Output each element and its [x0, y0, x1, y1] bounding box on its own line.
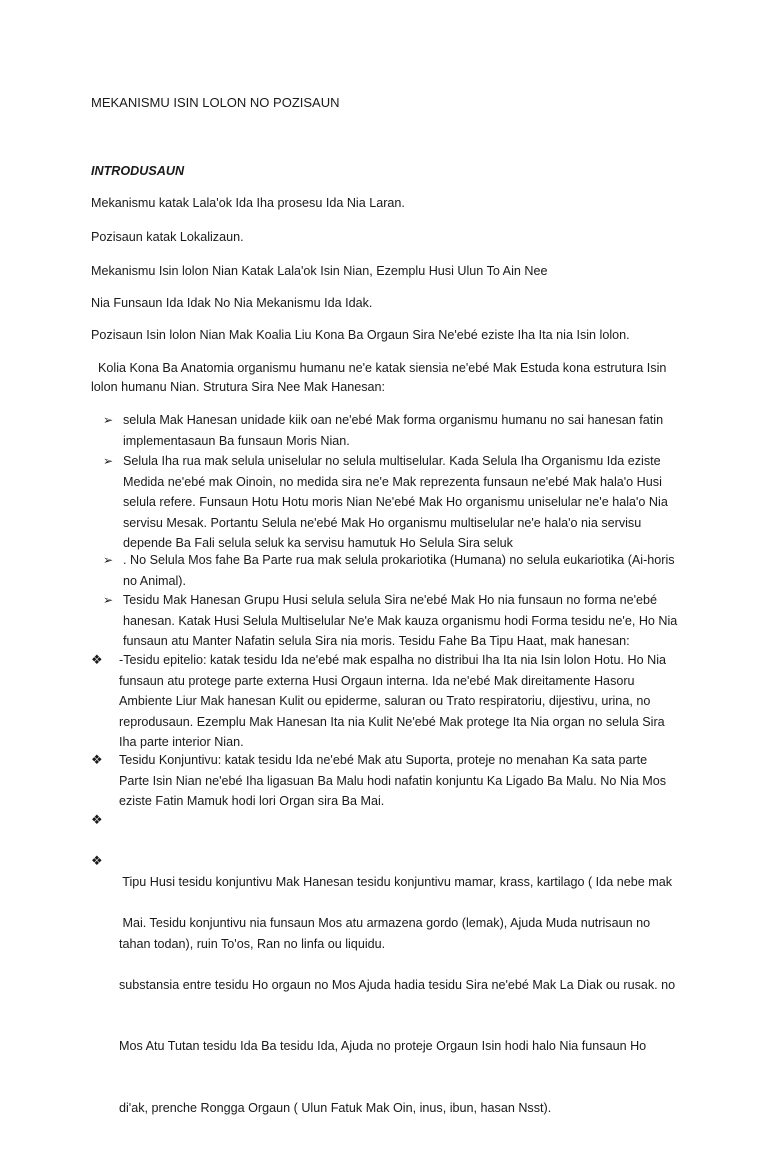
list-item-line: funsaun atu protege parte externa Husi Orgaun interna. Ida ne'ebé Mak direitamente Hasoru [119, 673, 635, 688]
list-item-line: substansia entre tesidu Ho orgaun no Mos Ajuda hadia tesidu Sira ne'ebé Mak La Diak ou rusak. no [119, 977, 676, 992]
arrow-bullet-icon: ➢ [103, 413, 114, 427]
list-item-line: funsaun atu Manter Nafatin selula Sira nia moris. Tesidu Fahe Ba Tipu Haat, mak hanesan: [123, 634, 630, 649]
list-item-line: Medida ne'ebé mak Oinoin, no medida sira ne'e Mak reprezenta funsaun ne'ebé Mak hala'o Husi [123, 474, 662, 489]
section-heading-introdusaun: INTRODUSAUN [91, 164, 185, 178]
list-item-line: -Tesidu epitelio: katak tesidu Ida ne'ebé mak espalha no distribui Iha Ita nia Isin lolon Hotu. Ho Nia [119, 653, 667, 667]
list-item-line: . No Selula Mos fahe Ba Parte rua mak selula prokariotika (Humana) no selula eukariotika (Ai-horis [123, 553, 675, 567]
arrow-bullet-icon: ➢ [103, 593, 114, 607]
list-item [91, 750, 667, 812]
list-item-line: servisu Mesak. Portantu Selula ne'ebé Mak Ho organismu multiselular ne'e hala'o nia servisu [123, 515, 642, 530]
diamond-bullet-icon: ❖ [91, 752, 103, 767]
diamond-bullet-icon: ❖ [91, 853, 103, 868]
list-item-line: eziste Fatin Mamuk hodi lori Organ sira Ba Mai. [119, 794, 385, 809]
list-item-line: no Animal). [123, 573, 186, 588]
list-item-line: implementasaun Ba funsaun Moris Nian. [123, 433, 350, 448]
arrow-bullet-icon: ➢ [103, 553, 114, 567]
paragraph-mekanismu: Mekanismu katak Lala'ok Ida Iha prosesu Ida Nia Laran. [91, 196, 405, 210]
list-item-line: Tipu Husi tesidu konjuntivu Mak Hanesan tesidu konjuntivu mamar, krass, kartilago ( Ida nebe mak [119, 874, 672, 889]
diamond-bullet-icon: ❖ [91, 812, 103, 827]
list-item [103, 410, 664, 451]
list-item-line: Tesidu Konjuntivu: katak tesidu Ida ne'ebé Mak atu Suporta, proteje no menahan Ka sata parte [119, 753, 648, 767]
list-item [91, 650, 667, 753]
paragraph-pozisaun: Pozisaun katak Lokalizaun. [91, 230, 244, 244]
paragraph-anatomia-line-2: lolon humanu Nian. Strutura Sira Nee Mak Hanesan: [91, 380, 386, 394]
list-item-line: reprodusaun. Ezemplu Mak Hanesan Ita nia Kulit Ne'ebé Mak protege Ita Nia organ no selula Sira [119, 714, 665, 729]
list-item [103, 590, 678, 652]
list-item-line: Mai. Tesidu konjuntivu nia funsaun Mos atu armazena gordo (lemak), Ajuda Muda nutrisaun no [119, 915, 651, 930]
list-item-line: Ambiente Liur Mak hanesan Kulit ou epiderme, saluran ou Trato respiratoriu, dijestivu, urina, no [119, 694, 651, 709]
document-title: MEKANISMU ISIN LOLON NO POZISAUN [91, 95, 340, 110]
list-item-line: Parte Isin Nian ne'ebé Iha ligasuan Ba Malu hodi nafatin konjuntu Ka Ligado Ba Malu. No Nia Mos [119, 773, 667, 788]
diamond-bullet-icon: ❖ [91, 652, 103, 667]
list-item-line: selula refere. Funsaun Hotu Hotu moris Nian Ne'ebé Mak Ho organismu uniselular ne'e hala'o Nia [123, 495, 668, 510]
list-item-line: hanesan. Katak Husi Selula Multiselular Ne'e Mak kauza organismu hodi Forma tesidu ne'e, Ho Nia [123, 613, 678, 628]
list-item-line: tahan todan), ruin To'os, Ran no linfa ou liquidu. [119, 936, 386, 951]
paragraph-funsaun: Nia Funsaun Ida Idak No Nia Mekanismu Ida Idak. [91, 296, 373, 310]
list-item-line: depende Ba Fali selula seluk ka servisu hamutuk Ho Selula Sira seluk [123, 536, 513, 551]
list-item [91, 851, 676, 1160]
list-item-line: Tesidu Mak Hanesan Grupu Husi selula selula Sira ne'ebé Mak Ho nia funsaun no forma ne'ebé [123, 593, 658, 607]
list-item [103, 550, 675, 591]
paragraph-mekanismu-isin-lolon: Mekanismu Isin lolon Nian Katak Lala'ok Isin Nian, Ezemplu Husi Ulun To Ain Nee [91, 264, 548, 278]
list-item-line: Selula Iha rua mak selula uniselular no selula multiselular. Kada Selula Iha Organismu Ida eziste [123, 454, 661, 468]
paragraph-anatomia-line-1: Kolia Kona Ba Anatomia organismu humanu ne'e katak siensia ne'ebé Mak Estuda kona estrutura Isin [91, 361, 667, 375]
list-item [103, 451, 668, 554]
list-item-line: di'ak, prenche Rongga Orgaun ( Ulun Fatuk Mak Oin, inus, ibun, hasan Nsst). [119, 1101, 552, 1116]
list-item-line: selula Mak Hanesan unidade kiik oan ne'ebé Mak forma organismu humanu no sai hanesan fatin [123, 413, 664, 427]
paragraph-pozisaun-isin-lolon: Pozisaun Isin lolon Nian Mak Koalia Liu Kona Ba Orgaun Sira Ne'ebé eziste Iha Ita nia Isin lolon. [91, 328, 630, 342]
list-item-line: Mos Atu Tutan tesidu Ida Ba tesidu Ida, Ajuda no proteje Orgaun Isin hodi halo Nia funsaun Ho [119, 1039, 647, 1054]
arrow-bullet-icon: ➢ [103, 454, 114, 468]
list-item-line: Iha parte interior Nian. [119, 735, 244, 750]
